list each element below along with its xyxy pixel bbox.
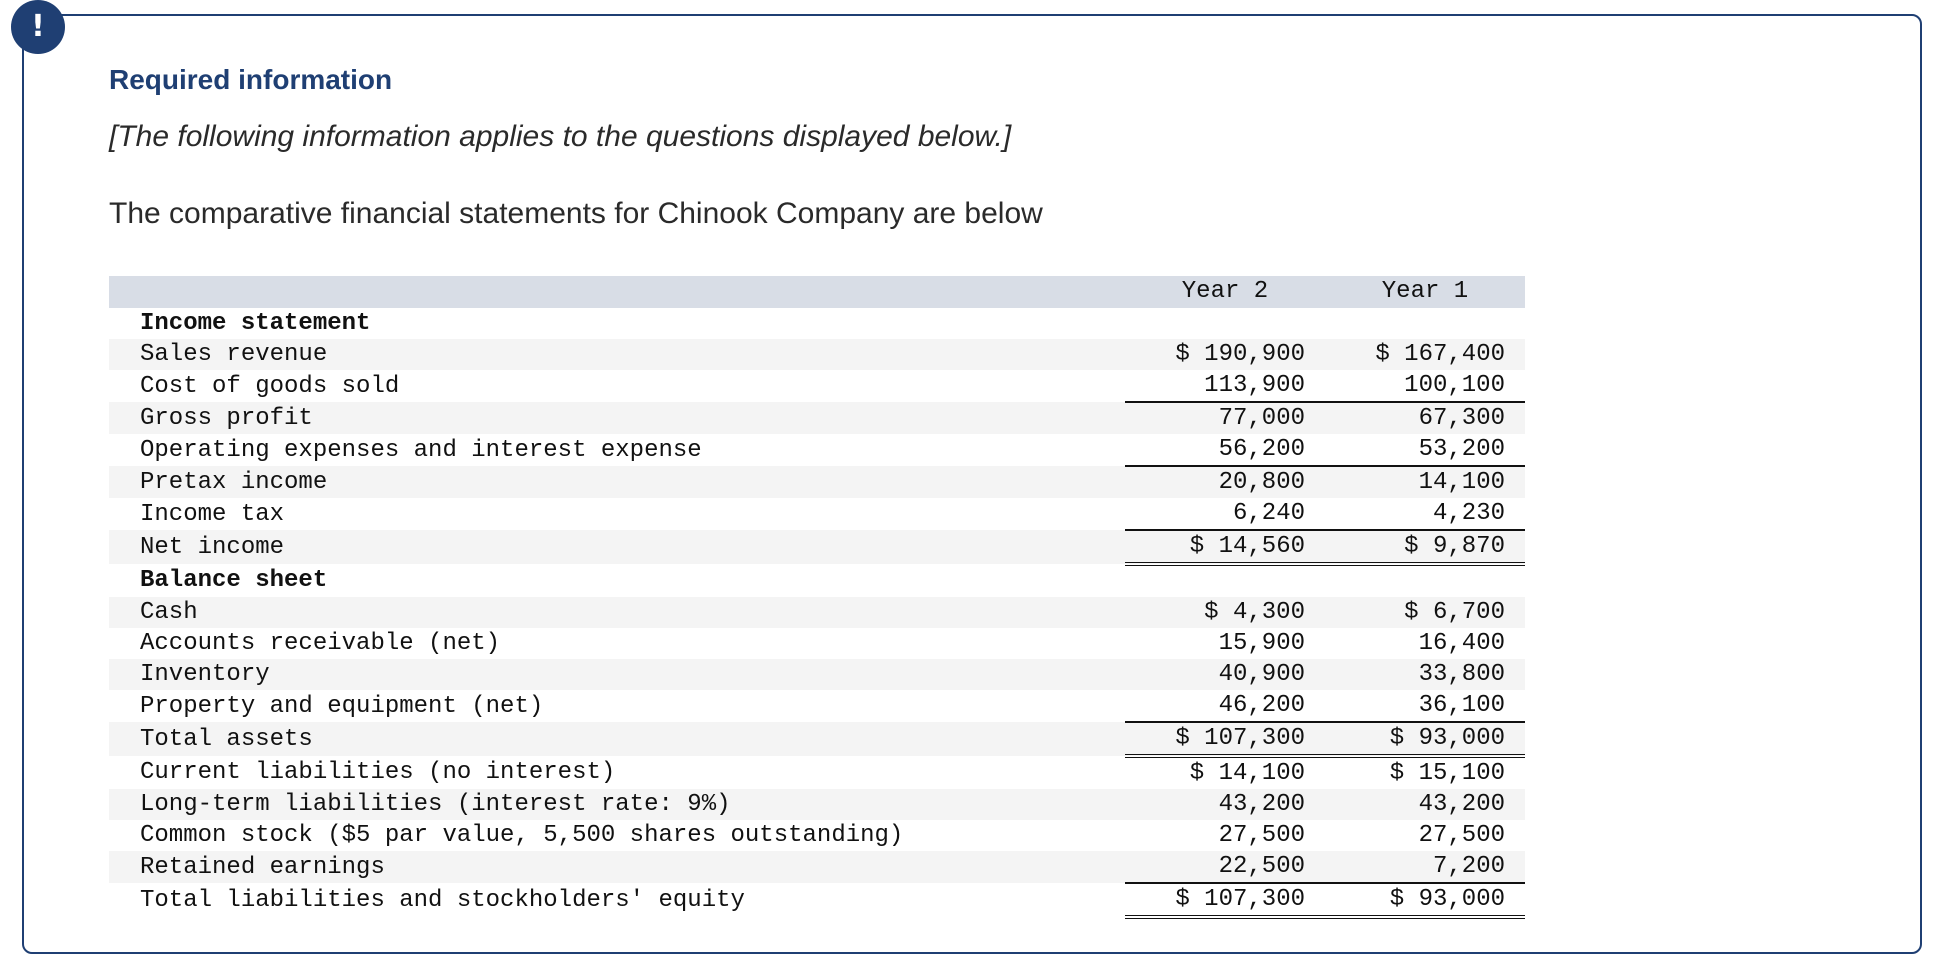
table-row bbox=[109, 820, 1525, 851]
year-1-value: 53,200 bbox=[1418, 436, 1505, 463]
year-1-value: 7,200 bbox=[1325, 851, 1525, 883]
row-label: Retained earnings bbox=[109, 851, 1125, 883]
year-2-value: 46,200 bbox=[1218, 692, 1305, 719]
table-row bbox=[109, 402, 1525, 434]
table-row bbox=[109, 466, 1525, 498]
year-1-value: $ 6,700 bbox=[1325, 597, 1525, 628]
year-1-value: 14,100 bbox=[1325, 466, 1525, 498]
row-label: Property and equipment (net) bbox=[140, 692, 544, 720]
year-1-value: 27,500 bbox=[1418, 822, 1505, 849]
row-label: Total assets bbox=[109, 722, 1125, 756]
row-label: Operating expenses and interest expense bbox=[140, 436, 702, 464]
row-label: Current liabilities (no interest) bbox=[140, 759, 616, 786]
year-1-value: 16,400 bbox=[1418, 630, 1505, 657]
row-label: Income tax bbox=[140, 500, 285, 528]
table-header-row bbox=[109, 276, 1525, 308]
table-row bbox=[109, 722, 1525, 756]
row-label: Gross profit bbox=[109, 402, 1125, 434]
table-row bbox=[109, 851, 1525, 883]
table-row bbox=[109, 370, 1525, 402]
row-label: Net income bbox=[109, 530, 1125, 564]
year-2-value: 56,200 bbox=[1218, 436, 1305, 463]
table-row bbox=[109, 659, 1525, 690]
row-label: Inventory bbox=[109, 659, 1125, 690]
table-row bbox=[109, 530, 1525, 564]
year-2-value: $ 14,100 bbox=[1189, 760, 1305, 787]
year-2-value: 20,800 bbox=[1125, 466, 1325, 498]
table-row bbox=[109, 339, 1525, 370]
year-2-value: 22,500 bbox=[1125, 851, 1325, 883]
table-row bbox=[109, 434, 1525, 466]
year-2-value: $ 190,900 bbox=[1125, 339, 1325, 370]
table-row bbox=[109, 597, 1525, 628]
row-label: Total liabilities and stockholders' equity bbox=[140, 886, 745, 914]
row-label: Long-term liabilities (interest rate: 9%) bbox=[109, 789, 1125, 820]
year-1-value: 33,800 bbox=[1325, 659, 1525, 690]
year-2-value: $ 107,300 bbox=[1125, 883, 1325, 917]
year-2-value: $ 4,300 bbox=[1125, 597, 1325, 628]
year-1-value: 100,100 bbox=[1404, 372, 1505, 399]
year-1-value: 36,100 bbox=[1418, 692, 1505, 719]
year-2-value: 113,900 bbox=[1204, 372, 1305, 399]
section-heading-row bbox=[109, 308, 1525, 339]
table-row bbox=[109, 756, 1525, 789]
year-2-value: 6,240 bbox=[1232, 500, 1305, 527]
income-statement-heading: Income statement bbox=[140, 310, 371, 337]
year-2-value: $ 14,560 bbox=[1125, 530, 1325, 564]
year-2-value: 27,500 bbox=[1218, 822, 1305, 849]
header-label-cell bbox=[109, 276, 1125, 308]
section-title: Required information bbox=[109, 64, 393, 95]
row-label: Common stock ($5 par value, 5,500 shares outstanding) bbox=[140, 822, 904, 849]
year-1-value: 43,200 bbox=[1325, 789, 1525, 820]
row-label: Cost of goods sold bbox=[140, 372, 400, 400]
financial-statements-table bbox=[109, 276, 1525, 919]
row-label: Sales revenue bbox=[109, 339, 1125, 370]
year-1-value: $ 93,000 bbox=[1325, 722, 1525, 756]
column-header-year-2: Year 2 bbox=[1125, 276, 1325, 308]
year-1-value: $ 167,400 bbox=[1325, 339, 1525, 370]
column-header-year-1: Year 1 bbox=[1325, 276, 1525, 308]
table-row bbox=[109, 498, 1525, 530]
year-1-value: 4,230 bbox=[1432, 500, 1505, 527]
row-label: Accounts receivable (net) bbox=[140, 630, 501, 657]
row-label: Pretax income bbox=[109, 466, 1125, 498]
table-row bbox=[109, 628, 1525, 659]
year-2-value: $ 107,300 bbox=[1125, 722, 1325, 756]
year-2-value: 43,200 bbox=[1125, 789, 1325, 820]
applies-note: [The following information applies to the questions displayed below.] bbox=[109, 120, 1012, 153]
section-heading-row bbox=[109, 564, 1525, 597]
row-label: Cash bbox=[109, 597, 1125, 628]
year-2-value: 77,000 bbox=[1125, 402, 1325, 434]
year-1-value: $ 9,870 bbox=[1325, 530, 1525, 564]
year-2-value: 40,900 bbox=[1125, 659, 1325, 690]
year-2-value: 15,900 bbox=[1218, 630, 1305, 657]
table-row bbox=[109, 883, 1525, 917]
year-1-value: $ 93,000 bbox=[1325, 883, 1525, 917]
year-1-value: 67,300 bbox=[1325, 402, 1525, 434]
year-1-value: $ 15,100 bbox=[1389, 760, 1505, 787]
alert-icon: ! bbox=[11, 0, 65, 54]
table-row bbox=[109, 789, 1525, 820]
intro-text: The comparative financial statements for Chinook Company are below bbox=[109, 197, 1043, 230]
table-row bbox=[109, 690, 1525, 722]
balance-sheet-heading: Balance sheet bbox=[140, 567, 328, 594]
